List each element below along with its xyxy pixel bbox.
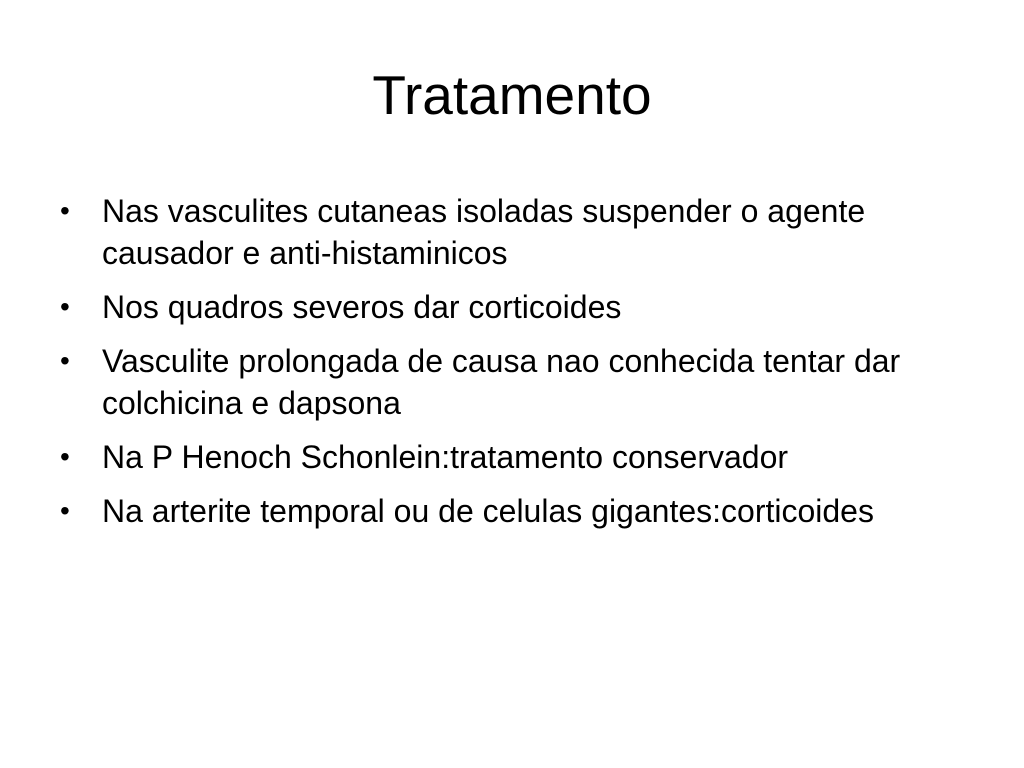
bullet-item (58, 436, 978, 478)
bullet-item (58, 286, 978, 328)
bullet-item (58, 190, 978, 274)
bullet-item (58, 340, 978, 424)
bullet-item (58, 490, 978, 532)
bullet-text: Nas vasculites cutaneas isoladas suspender o agente causador e anti-histaminicos (102, 193, 866, 271)
bullet-icon: • (60, 495, 70, 526)
bullet-icon: • (60, 195, 70, 226)
bullet-list (58, 190, 978, 544)
bullet-text: Vasculite prolongada de causa nao conhecida tentar dar colchicina e dapsona (102, 343, 901, 421)
bullet-icon: • (60, 345, 70, 376)
bullet-text: Na P Henoch Schonlein:tratamento conservador (102, 439, 789, 475)
bullet-text: Na arterite temporal ou de celulas gigantes:corticoides (102, 493, 874, 529)
bullet-text: Nos quadros severos dar corticoides (102, 289, 622, 325)
bullet-icon: • (60, 291, 70, 322)
bullet-icon: • (60, 441, 70, 472)
slide-title: Tratamento (372, 64, 652, 126)
